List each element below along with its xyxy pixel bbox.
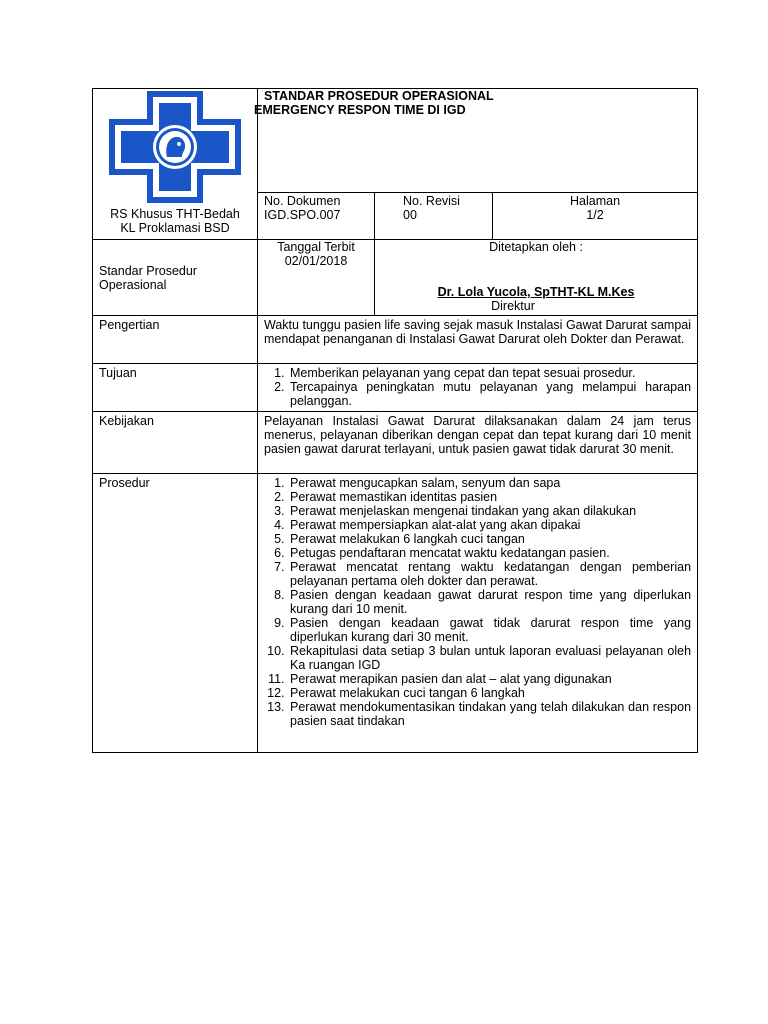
list-item: 1. Memberikan pelayanan yang cepat dan tepat sesuai prosedur. [288, 366, 691, 380]
kebijakan-label: Kebijakan [93, 412, 258, 474]
list-item: 11. Perawat merapikan pasien dan alat – alat yang digunakan [288, 672, 691, 686]
page-value: 1/2 [586, 208, 604, 223]
doc-number-cell [258, 193, 375, 240]
list-item: 4. Perawat mempersiapkan alat-alat yang akan dipakai [288, 518, 691, 532]
hospital-cross-logo [109, 91, 241, 203]
approval-cell [375, 240, 698, 316]
revision-label: No. Revisi [403, 194, 460, 209]
tujuan-label: Tujuan [93, 364, 258, 412]
doc-number-label: No. Dokumen [264, 194, 341, 209]
list-item: 7. Perawat mencatat rentang waktu kedatangan dengan pemberian pelayanan pertama oleh dokter dan perawat. [288, 560, 691, 588]
list-item: 8. Pasien dengan keadaan gawat darurat respon time yang diperlukan kurang dari 10 menit. [288, 588, 691, 616]
hospital-name [95, 207, 255, 235]
list-item: 13. Perawat mendokumentasikan tindakan yang telah dilakukan dan respon pasien saat tindakan [288, 700, 691, 728]
page-label: Halaman [570, 194, 621, 209]
logo-cell [93, 89, 258, 240]
sop-document [92, 88, 698, 753]
list-item: 2. Tercapainya peningkatan mutu pelayanan yang melampui harapan pelanggan. [288, 380, 691, 408]
pengertian-text: Waktu tunggu pasien life saving sejak masuk Instalasi Gawat Darurat sampai mendapat penanganan di Instalasi Gawat Darurat oleh Dokter dan Perawat. [258, 316, 698, 364]
list-item: 10. Rekapitulasi data setiap 3 bulan untuk laporan evaluasi pelayanan oleh Ka ruangan IGD [288, 644, 691, 672]
prosedur-list [264, 476, 691, 728]
title-line1: STANDAR PROSEDUR OPERASIONAL [264, 89, 494, 103]
list-item: 12. Perawat melakukan cuci tangan 6 langkah [288, 686, 691, 700]
doc-number-value: IGD.SPO.007 [264, 208, 341, 223]
prosedur-label: Prosedur [93, 474, 258, 753]
issue-date-label: Tanggal Terbit [277, 240, 355, 254]
hospital-name-line1: RS Khusus THT-Bedah [110, 207, 240, 221]
approval-label: Ditetapkan oleh : [489, 240, 583, 254]
list-item: 5. Perawat melakukan 6 langkah cuci tangan [288, 532, 691, 546]
director-role: Direktur [491, 299, 535, 313]
page-cell [493, 193, 698, 240]
sop-label: Standar Prosedur Operasional [93, 240, 258, 316]
list-item: 2. Perawat memastikan identitas pasien [288, 490, 691, 504]
title-line2: EMERGENCY RESPON TIME DI IGD [254, 103, 466, 117]
list-item: 1. Perawat mengucapkan salam, senyum dan sapa [288, 476, 691, 490]
kebijakan-text: Pelayanan Instalasi Gawat Darurat dilaksanakan dalam 24 jam terus menerus, pelayanan diberikan dengan cepat dan tepat kurang dari 10 menit pasien gawat darurat terlayani, untuk pasien gawat tidak darurat 30 menit. [258, 412, 698, 474]
revision-value: 00 [403, 208, 417, 223]
tujuan-list [264, 366, 691, 408]
tujuan-content [258, 364, 698, 412]
director-name: Dr. Lola Yucola, SpTHT-KL M.Kes [437, 285, 635, 299]
list-item: 6. Petugas pendaftaran mencatat waktu kedatangan pasien. [288, 546, 691, 560]
hospital-name-line2: KL Proklamasi BSD [120, 221, 230, 235]
list-item: 3. Perawat menjelaskan mengenai tindakan yang akan dilakukan [288, 504, 691, 518]
pengertian-label: Pengertian [93, 316, 258, 364]
revision-cell [375, 193, 493, 240]
list-item: 9. Pasien dengan keadaan gawat tidak darurat respon time yang diperlukan kurang dari 30 menit. [288, 616, 691, 644]
prosedur-content [258, 474, 698, 753]
document-title [254, 89, 698, 193]
issue-date-value: 02/01/2018 [284, 254, 348, 268]
